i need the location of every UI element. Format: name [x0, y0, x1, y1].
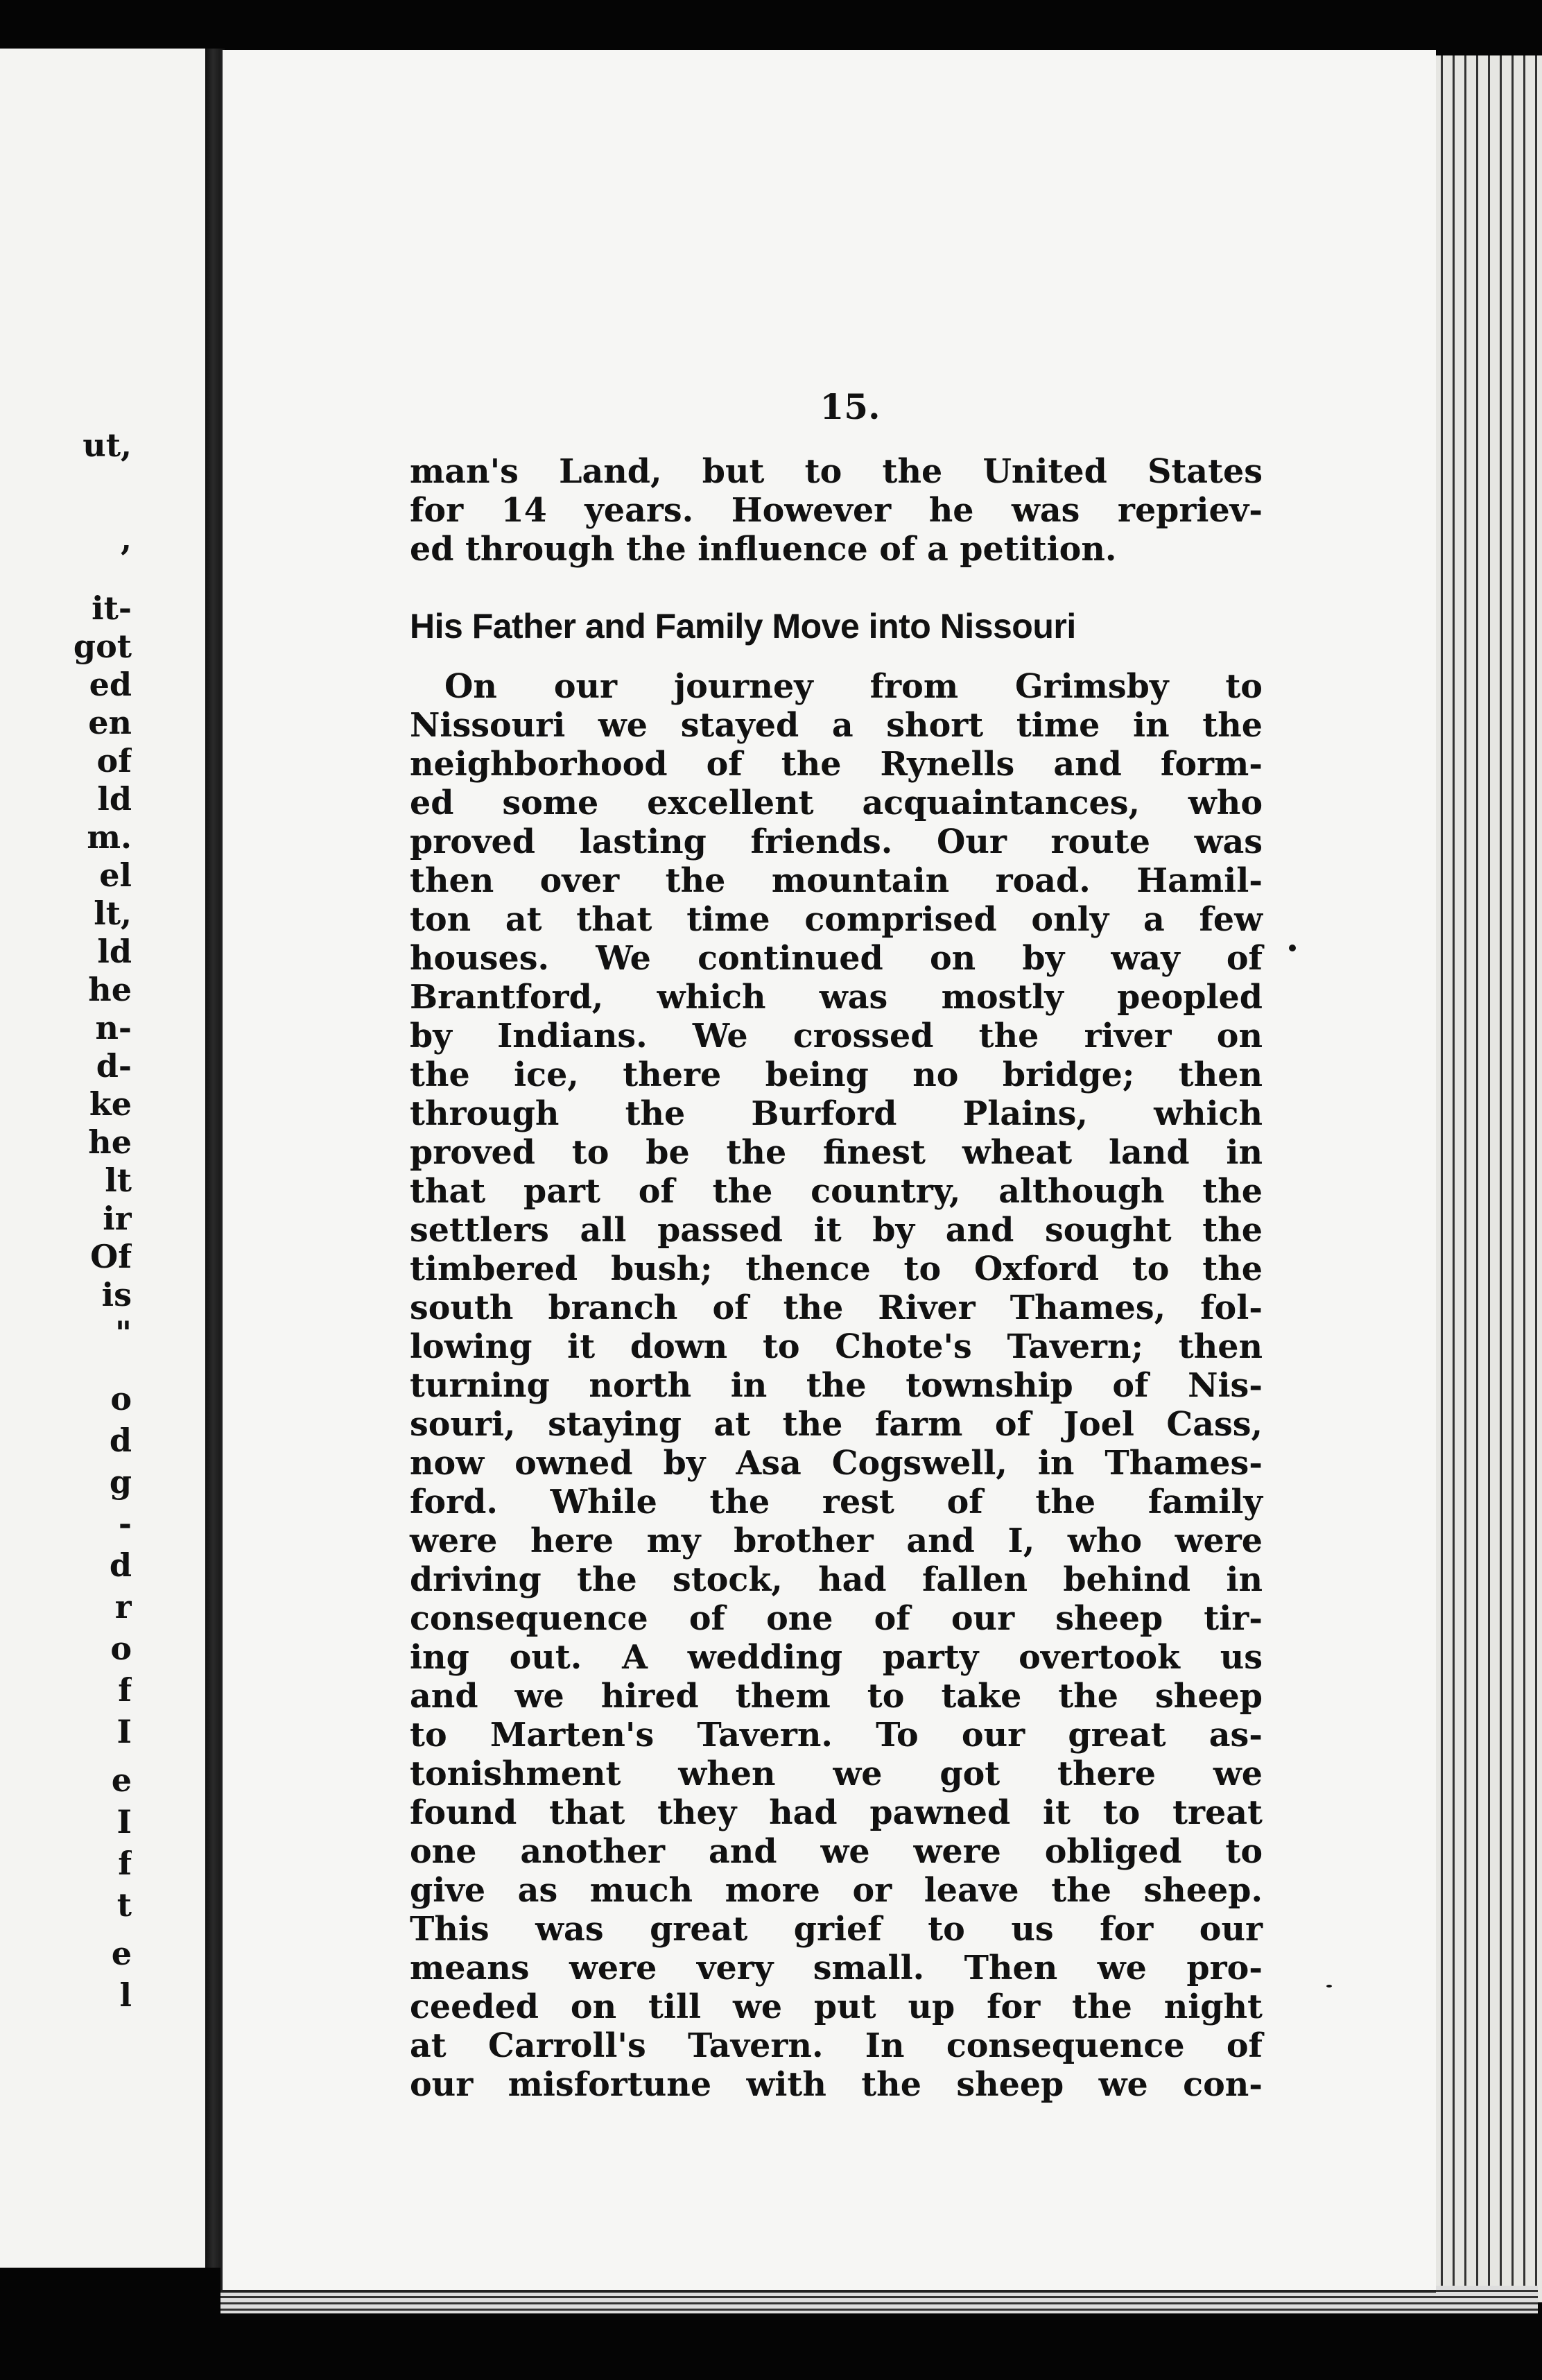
- left-fragment: ld: [97, 780, 132, 818]
- left-fragment: o: [110, 1380, 132, 1417]
- left-fragment: d-: [96, 1047, 132, 1085]
- text-line: by Indians. We crossed the river on: [410, 1017, 1263, 1055]
- text-line: man's Land, but to the United States: [410, 452, 1263, 491]
- left-fragment: is: [101, 1276, 132, 1313]
- text-line: This was great grief to us for our: [410, 1910, 1263, 1949]
- text-line: proved lasting friends. Our route was: [410, 822, 1263, 861]
- text-line: give as much more or leave the sheep.: [410, 1871, 1263, 1910]
- text-line: turning north in the township of Nis-: [410, 1366, 1263, 1405]
- left-fragment: I: [116, 1803, 132, 1840]
- main-paragraph: [410, 667, 1263, 2104]
- text-line: ing out. A wedding party overtook us: [410, 1638, 1263, 1677]
- text-line: the ice, there being no bridge; then: [410, 1055, 1263, 1094]
- left-fragment: ": [115, 1314, 132, 1352]
- left-fragment: en: [88, 704, 132, 741]
- text-line: proved to be the finest wheat land in: [410, 1133, 1263, 1172]
- text-line: timbered bush; thence to Oxford to the: [410, 1250, 1263, 1288]
- left-fragment: ld: [97, 933, 132, 970]
- left-fragment: d: [109, 1422, 132, 1459]
- left-fragment: it-: [92, 589, 132, 627]
- left-fragment: g: [109, 1463, 132, 1501]
- text-line: ford. While the rest of the family: [410, 1483, 1263, 1521]
- page-stack-edges: [1428, 55, 1542, 2302]
- left-fragment: ir: [103, 1200, 132, 1237]
- left-fragment: m.: [87, 818, 132, 856]
- text-line: settlers all passed it by and sought the: [410, 1211, 1263, 1250]
- left-fragment: el: [99, 856, 132, 894]
- left-fragment: d: [109, 1546, 132, 1584]
- text-line: our misfortune with the sheep we con-: [410, 2065, 1263, 2104]
- left-fragment: ed: [89, 666, 132, 703]
- text-line: for 14 years. However he was repriev-: [410, 491, 1263, 530]
- left-fragment: n-: [95, 1009, 132, 1046]
- left-fragment: ut,: [83, 426, 132, 464]
- text-line: ceeded on till we put up for the night: [410, 1987, 1263, 2026]
- text-line: then over the mountain road. Hamil-: [410, 861, 1263, 900]
- left-page-text-fragments: [0, 49, 132, 2268]
- text-line: and we hired them to take the sheep: [410, 1677, 1263, 1716]
- left-fragment: f: [118, 1671, 132, 1709]
- text-line: at Carroll's Tavern. In consequence of: [410, 2026, 1263, 2065]
- print-speck: [1326, 1985, 1332, 1987]
- left-fragment: Of: [90, 1238, 132, 1275]
- text-line: lowing it down to Chote's Tavern; then: [410, 1327, 1263, 1366]
- left-fragment: ke: [89, 1085, 132, 1123]
- left-fragment: f: [118, 1845, 132, 1882]
- section-heading: His Father and Family Move into Nissouri: [410, 607, 1076, 646]
- text-line: souri, staying at the farm of Joel Cass,: [410, 1405, 1263, 1444]
- left-facing-page: [0, 49, 212, 2268]
- text-line: now owned by Asa Cogswell, in Thames-: [410, 1444, 1263, 1483]
- text-line: ed some excellent acquaintances, who: [410, 784, 1263, 822]
- text-line: through the Burford Plains, which: [410, 1094, 1263, 1133]
- right-page: [220, 50, 1436, 2293]
- left-fragment: e: [111, 1935, 132, 1972]
- text-line: neighborhood of the Rynells and form-: [410, 745, 1263, 784]
- text-line: one another and we were obliged to: [410, 1832, 1263, 1871]
- text-line: were here my brother and I, who were: [410, 1521, 1263, 1560]
- left-fragment: r: [114, 1588, 132, 1626]
- text-line: On our journey from Grimsby to: [444, 667, 1263, 706]
- left-fragment: of: [96, 742, 132, 779]
- text-line: found that they had pawned it to treat: [410, 1793, 1263, 1832]
- text-line: Nissouri we stayed a short time in the: [410, 706, 1263, 745]
- print-speck: [1289, 945, 1296, 951]
- text-line: tonishment when we got there we: [410, 1754, 1263, 1793]
- left-fragment: -: [118, 1505, 132, 1542]
- text-line: houses. We continued on by way of: [410, 939, 1263, 978]
- left-fragment: ,: [120, 520, 132, 558]
- text-line: means were very small. Then we pro-: [410, 1949, 1263, 1987]
- text-line: to Marten's Tavern. To our great as-: [410, 1716, 1263, 1754]
- left-fragment: l: [119, 1976, 132, 2014]
- left-fragment: lt: [105, 1162, 132, 1199]
- text-line: ed through the influence of a petition.: [410, 530, 1117, 569]
- text-line: south branch of the River Thames, fol-: [410, 1288, 1263, 1327]
- page-content: [410, 383, 1263, 2104]
- text-line: Brantford, which was mostly peopled: [410, 978, 1263, 1017]
- left-fragment: e: [111, 1761, 132, 1799]
- opening-paragraph-continuation: [410, 452, 1263, 569]
- left-fragment: he: [88, 971, 132, 1008]
- text-line: ton at that time comprised only a few: [410, 900, 1263, 939]
- text-line: that part of the country, although the: [410, 1172, 1263, 1211]
- left-fragment: o: [110, 1630, 132, 1667]
- text-line: driving the stock, had fallen behind in: [410, 1560, 1263, 1599]
- text-line: consequence of one of our sheep tir-: [410, 1599, 1263, 1638]
- page-number: 15.: [820, 386, 881, 427]
- left-fragment: he: [88, 1123, 132, 1161]
- left-fragment: I: [116, 1713, 132, 1750]
- left-fragment: lt,: [94, 895, 132, 932]
- left-fragment: got: [73, 628, 132, 665]
- left-fragment: t: [116, 1886, 132, 1924]
